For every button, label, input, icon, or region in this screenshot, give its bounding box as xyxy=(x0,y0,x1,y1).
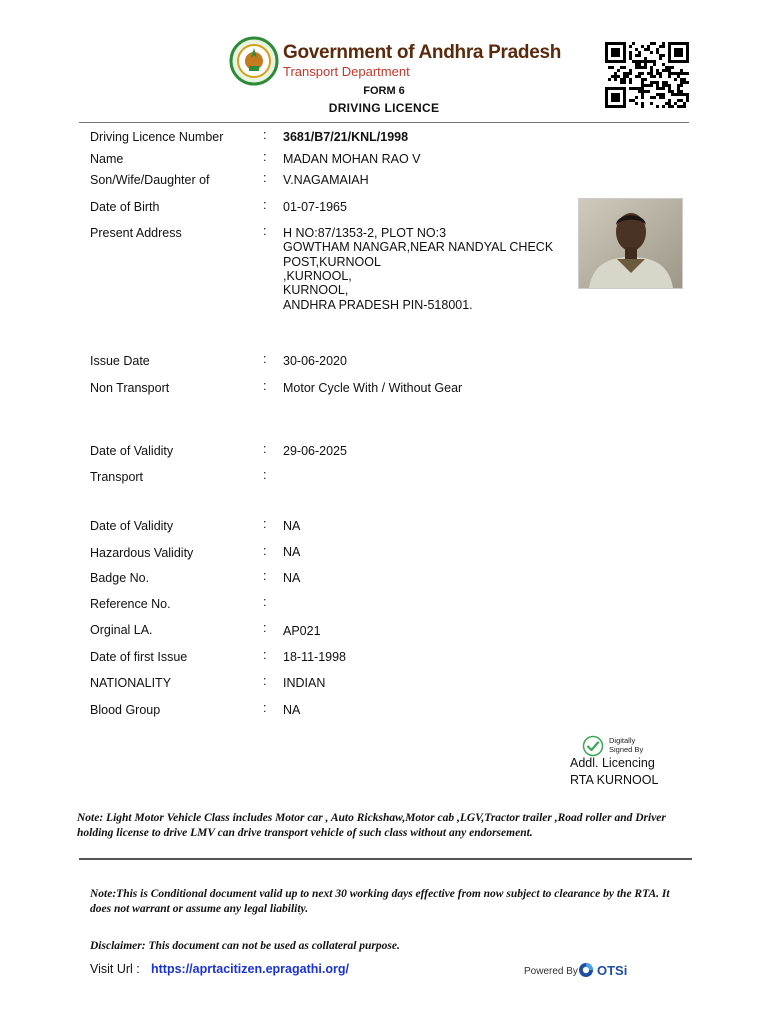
colon: : xyxy=(263,150,267,164)
holder-photo xyxy=(578,198,683,289)
check-circle-icon xyxy=(582,735,604,757)
visit-url-link[interactable]: https://aprtacitizen.epragathi.org/ xyxy=(151,962,349,976)
form-number: FORM 6 xyxy=(363,85,405,97)
otsi-logo-icon xyxy=(578,962,594,978)
first-issue-label: Date of first Issue xyxy=(90,650,188,664)
address-line: POST,KURNOOL xyxy=(283,255,381,269)
colon: : xyxy=(263,517,267,531)
colon: : xyxy=(263,171,267,185)
badge-value: NA xyxy=(283,571,301,585)
t-validity-value: NA xyxy=(283,519,301,533)
notes-divider xyxy=(79,858,692,860)
blood-group-value: NA xyxy=(283,703,301,717)
dl-number-label: Driving Licence Number xyxy=(90,130,224,144)
address-line: H NO:87/1353-2, PLOT NO:3 xyxy=(283,226,447,240)
document-title: DRIVING LICENCE xyxy=(328,101,440,115)
colon: : xyxy=(263,352,267,366)
signatory-title: Addl. Licencing xyxy=(570,756,655,770)
colon: : xyxy=(263,621,267,635)
colon: : xyxy=(263,701,267,715)
colon: : xyxy=(263,128,267,142)
colon: : xyxy=(263,595,267,609)
address-line: ,KURNOOL, xyxy=(283,269,352,283)
hazardous-value: NA xyxy=(283,545,301,559)
conditional-note: Note:This is Conditional document valid up to next 30 working days effective from now subject to clearance by the RTA. It does not warrant or assume any legal liability. xyxy=(90,888,670,915)
digitally-signed-label xyxy=(609,736,643,754)
address-line: ANDHRA PRADESH PIN-518001. xyxy=(283,298,473,312)
signatory-office: RTA KURNOOL xyxy=(570,773,659,787)
non-transport-label: Non Transport xyxy=(90,381,170,395)
relation-label: Son/Wife/Daughter of xyxy=(90,173,210,187)
disclaimer-note: Disclaimer: This document can not be used as collateral purpose. xyxy=(90,940,400,952)
address-label: Present Address xyxy=(90,226,182,240)
address-line: KURNOOL, xyxy=(283,283,349,297)
blood-group-label: Blood Group xyxy=(90,703,161,717)
colon: : xyxy=(263,379,267,393)
colon: : xyxy=(263,648,267,662)
dob-label: Date of Birth xyxy=(90,200,160,214)
government-title: Government of Andhra Pradesh xyxy=(283,42,562,63)
issue-date-value: 30-06-2020 xyxy=(283,354,347,368)
digitally-signed-line: Signed By xyxy=(609,745,644,754)
powered-by-label: Powered By xyxy=(524,966,578,977)
nationality-value: INDIAN xyxy=(283,676,326,690)
name-label: Name xyxy=(90,152,124,166)
colon: : xyxy=(263,442,267,456)
qr-code-icon xyxy=(605,42,689,110)
header-divider xyxy=(79,122,689,123)
issue-date-label: Issue Date xyxy=(90,354,150,368)
nt-validity-value: 29-06-2025 xyxy=(283,444,347,458)
otsi-brand-name: OTSi xyxy=(597,963,628,978)
nt-validity-label: Date of Validity xyxy=(90,444,174,458)
relation-value: V.NAGAMAIAH xyxy=(283,173,369,187)
visit-url-label: Visit Url : xyxy=(90,962,140,976)
non-transport-value: Motor Cycle With / Without Gear xyxy=(283,381,463,395)
original-la-label: Orginal LA. xyxy=(90,623,153,637)
vehicle-class-note: Note: Light Motor Vehicle Class includes Motor car , Auto Rickshaw,Motor cab ,LGV,Tractor trailer ,Road roller and Driver holding license to drive LMV can drive transport vehicle of such class without any endorsement. xyxy=(77,812,666,839)
t-validity-label: Date of Validity xyxy=(90,519,174,533)
original-la-value: AP021 xyxy=(283,624,321,638)
name-value: MADAN MOHAN RAO V xyxy=(283,152,421,166)
colon: : xyxy=(263,674,267,688)
department-title: Transport Department xyxy=(283,64,410,79)
colon: : xyxy=(263,569,267,583)
dob-value: 01-07-1965 xyxy=(283,200,347,214)
colon: : xyxy=(263,544,267,558)
badge-label: Badge No. xyxy=(90,571,150,585)
address-line: GOWTHAM NANGAR,NEAR NANDYAL CHECK xyxy=(283,240,554,254)
colon: : xyxy=(263,224,267,238)
transport-label: Transport xyxy=(90,470,144,484)
nationality-label: NATIONALITY xyxy=(90,676,172,690)
hazardous-label: Hazardous Validity xyxy=(90,546,194,560)
digitally-signed-line: Digitally xyxy=(609,736,636,745)
colon: : xyxy=(263,468,267,482)
colon: : xyxy=(263,198,267,212)
dl-number-value: 3681/B7/21/KNL/1998 xyxy=(283,130,409,144)
andhra-pradesh-emblem-icon xyxy=(229,36,279,86)
first-issue-value: 18-11-1998 xyxy=(283,650,347,664)
reference-label: Reference No. xyxy=(90,597,171,611)
